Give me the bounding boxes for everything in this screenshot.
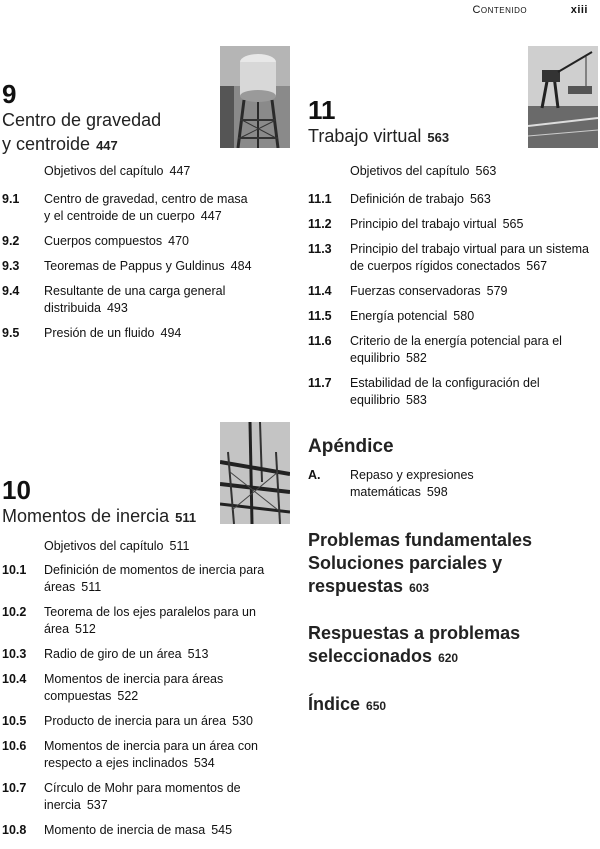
chapter-title-line2: y centroide (2, 134, 91, 154)
chapter-11-heading (308, 96, 449, 150)
chapter-page: 447 (96, 138, 118, 153)
toc-entry[interactable]: 10.5 Producto de inercia para un área 530 (2, 714, 253, 728)
chapter-page: 511 (175, 510, 197, 525)
toc-entry[interactable]: 10.8 Momento de inercia de masa 545 (2, 823, 233, 837)
running-header (472, 4, 588, 16)
toc-entry[interactable]: 9.5 Presión de un fluido 494 (2, 326, 182, 340)
fundamental-problems-heading[interactable]: Problemas fundamentales Soluciones parciales y respuestas 603 (308, 530, 533, 596)
toc-entry[interactable]: 10.7 Círculo de Mohr para momentos de inercia 537 (2, 781, 241, 812)
toc-entry[interactable]: 9.3 Teoremas de Pappus y Guldinus 484 (2, 259, 252, 273)
section-title: Contenido (472, 4, 528, 16)
crane-photo (528, 46, 598, 148)
toc-entry[interactable]: 10.2 Teorema de los ejes paralelos para un área 512 (2, 605, 256, 636)
appendix-toc (308, 467, 598, 509)
toc-entry[interactable]: 11.7 Estabilidad de la configuración del equilibrio 583 (308, 376, 540, 407)
toc-entry[interactable]: A. Repaso y expresiones matemáticas 598 (308, 468, 474, 499)
chapter-title-line1: Centro de gravedad (2, 110, 162, 130)
toc-entry[interactable]: 11.5 Energía potencial 580 (308, 309, 475, 323)
toc-entry[interactable]: 10.6 Momentos de inercia para un área con respecto a ejes inclinados 534 (2, 739, 259, 770)
chapter-9-toc (2, 163, 292, 350)
toc-entry[interactable]: 10.4 Momentos de inercia para áreas compuestas 522 (2, 672, 224, 703)
chapter-number: 10 (2, 475, 31, 505)
steel-structure-photo (220, 422, 290, 524)
page-number: xiii (570, 4, 588, 16)
toc-entry[interactable]: 11.3 Principio del trabajo virtual para un sistema de cuerpos rígidos conectados 567 (308, 242, 590, 273)
chapter-10-toc (2, 538, 292, 847)
toc-entry[interactable]: 9.4 Resultante de una carga general distribuida 493 (2, 284, 226, 315)
index-heading[interactable]: Índice 650 (308, 694, 387, 714)
chapter-number: 11 (308, 95, 336, 125)
toc-entry[interactable]: 9.1 Centro de gravedad, centro de masa y el centroide de un cuerpo 447 (2, 192, 248, 223)
toc-entry[interactable]: 11.6 Criterio de la energía potencial para el equilibrio 582 (308, 334, 562, 365)
appendix-title: Apéndice (308, 436, 394, 457)
toc-entry[interactable]: 10.1 Definición de momentos de inercia para áreas 511 (2, 563, 265, 594)
selected-answers-heading[interactable]: Respuestas a problemas seleccionados 620 (308, 623, 521, 666)
toc-entry[interactable]: 9.2 Cuerpos compuestos 470 (2, 234, 189, 248)
chapter-number: 9 (2, 79, 17, 109)
chapter-10-heading (2, 476, 196, 530)
chapter-11-toc (308, 163, 598, 417)
chapter-page: 563 (427, 130, 450, 145)
water-tower-photo (220, 46, 290, 148)
toc-entry[interactable]: 10.3 Radio de giro de un área 513 (2, 647, 209, 661)
toc-entry[interactable]: 11.1 Definición de trabajo 563 (308, 192, 491, 206)
objectives-entry[interactable]: Objetivos del capítulo 511 (44, 539, 190, 553)
chapter-9-heading (2, 80, 161, 158)
objectives-entry[interactable]: Objetivos del capítulo 447 (44, 164, 191, 178)
chapter-title: Momentos de inercia (2, 506, 170, 526)
chapter-title: Trabajo virtual (308, 126, 422, 146)
toc-entry[interactable]: 11.2 Principio del trabajo virtual 565 (308, 217, 524, 231)
toc-entry[interactable]: 11.4 Fuerzas conservadoras 579 (308, 284, 508, 298)
objectives-entry[interactable]: Objetivos del capítulo 563 (350, 164, 497, 178)
